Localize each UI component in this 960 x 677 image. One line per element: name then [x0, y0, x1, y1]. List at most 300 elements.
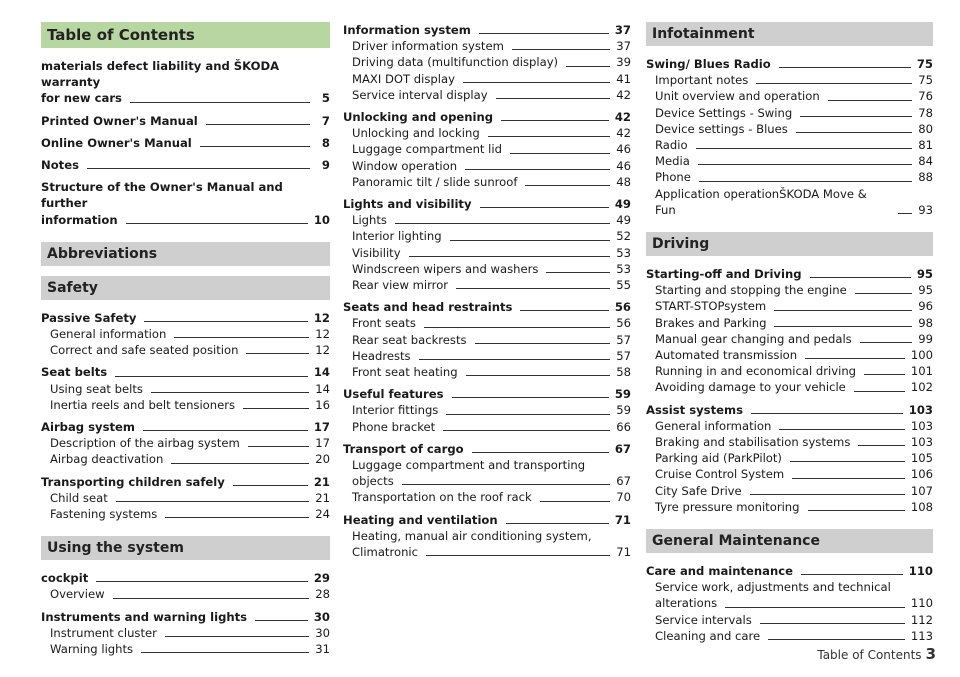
entry-title: Cruise Control System: [655, 467, 785, 482]
entry-title: Phone: [655, 170, 691, 185]
entry-title: Climatronic: [352, 545, 419, 560]
toc-subentry-line1[interactable]: Service work, adjustments and technical: [655, 580, 891, 595]
leader-line: [750, 494, 905, 495]
toc-subentry[interactable]: [343, 332, 631, 348]
page-number: 93: [918, 202, 934, 217]
toc-subentry[interactable]: [646, 137, 933, 153]
toc-subentry[interactable]: [343, 228, 631, 244]
toc-subentry[interactable]: [343, 212, 631, 228]
leader-line: [171, 463, 309, 464]
entry-title: Tyre pressure monitoring: [655, 499, 800, 514]
leader-line: [446, 414, 610, 415]
toc-entry-instruments[interactable]: [41, 609, 330, 625]
leader-line: [424, 327, 610, 328]
leader-line: [141, 652, 309, 653]
page-number: 88: [918, 170, 933, 185]
toc-subentry[interactable]: [646, 186, 933, 218]
entry-title: Overview: [50, 587, 105, 602]
page-number: 59: [614, 387, 631, 402]
toc-entry-warranty[interactable]: [41, 90, 330, 106]
page-number: 106: [910, 467, 933, 482]
leader-line: [246, 353, 309, 354]
leader-line: [855, 293, 913, 294]
toc-subentry[interactable]: [646, 121, 933, 137]
leader-line: [501, 120, 609, 121]
toc-subentry[interactable]: [343, 261, 631, 277]
toc-subentry[interactable]: [343, 141, 631, 157]
entry-title: Avoiding damage to your vehicle: [655, 380, 846, 395]
toc-subentry[interactable]: [646, 153, 933, 169]
page-number: 5: [321, 91, 330, 106]
page-number: 20: [315, 452, 330, 467]
entry-title: START-STOPsystem: [655, 299, 767, 314]
toc-subentry[interactable]: [646, 315, 933, 331]
toc-subentry[interactable]: [343, 245, 631, 261]
entry-title: Useful features: [343, 387, 444, 402]
entry-title: City Safe Drive: [655, 483, 742, 498]
page-number: 112: [910, 612, 933, 627]
page-number: 30: [315, 625, 330, 640]
page-number: 21: [313, 474, 330, 489]
leader-line: [512, 49, 610, 50]
entry-title: Interior lighting: [352, 229, 442, 244]
page-number: 49: [616, 213, 631, 228]
leader-line: [828, 100, 913, 101]
toc-entry-unlocking[interactable]: [343, 109, 631, 125]
toc-subentry[interactable]: [343, 54, 631, 70]
page-number: 105: [910, 451, 933, 466]
leader-line: [779, 67, 911, 68]
toc-entry-cockpit[interactable]: [41, 570, 330, 586]
entry-title: Manual gear changing and pedals: [655, 331, 852, 346]
entry-title: Rear seat backrests: [352, 332, 467, 347]
page-number: 14: [315, 381, 330, 396]
page-number: 108: [910, 499, 933, 514]
toc-subentry[interactable]: [41, 381, 330, 397]
page-number: 98: [918, 315, 933, 330]
toc-subentry[interactable]: [646, 434, 933, 450]
leader-line: [450, 240, 611, 241]
page-number: 53: [616, 261, 631, 276]
entry-title: Cleaning and care: [655, 628, 761, 643]
leader-line: [480, 207, 609, 208]
toc-subentry[interactable]: [343, 125, 631, 141]
entry-title: Heating and ventilation: [343, 512, 498, 527]
toc-subentry[interactable]: [646, 466, 933, 482]
leader-line: [506, 523, 609, 524]
section-header-abbreviations: Abbreviations: [41, 242, 330, 266]
leader-line: [860, 342, 913, 343]
leader-line: [768, 639, 905, 640]
entry-title: Unlocking and opening: [343, 110, 494, 125]
entry-title: Radio: [655, 138, 688, 153]
page-number: 71: [616, 545, 631, 560]
page-number: 17: [313, 420, 330, 435]
leader-line: [898, 213, 912, 214]
leader-line: [419, 359, 611, 360]
toc-subentry[interactable]: [343, 348, 631, 364]
toc-subentry[interactable]: [646, 595, 933, 611]
leader-line: [479, 33, 609, 34]
toc-entry-transport-of-cargo[interactable]: [343, 441, 631, 457]
leader-line: [496, 98, 611, 99]
toc-subentry[interactable]: [343, 87, 631, 103]
toc-entry-airbag-system[interactable]: [41, 419, 330, 435]
page-number: 41: [616, 71, 631, 86]
entry-title: Starting and stopping the engine: [655, 283, 847, 298]
leader-line: [233, 485, 308, 486]
leader-line: [472, 452, 609, 453]
toc-subentry[interactable]: [41, 506, 330, 522]
entry-title: Running in and economical driving: [655, 364, 857, 379]
toc-subentry[interactable]: [646, 499, 933, 515]
leader-line: [774, 310, 912, 311]
toc-entry-starting-off[interactable]: [646, 266, 933, 282]
page-number: 16: [315, 397, 330, 412]
toc-subentry-line1[interactable]: Luggage compartment and transporting: [352, 458, 586, 473]
page-number: 75: [918, 73, 933, 88]
page-number: 80: [918, 121, 933, 136]
entry-title: Braking and stabilisation systems: [655, 435, 851, 450]
entry-title: General information: [655, 418, 772, 433]
section-header-safety: Safety: [41, 276, 330, 300]
leader-line: [796, 132, 912, 133]
leader-line: [810, 277, 911, 278]
toc-subentry[interactable]: [646, 282, 933, 298]
page-number: 103: [910, 435, 933, 450]
entry-title: information: [41, 212, 118, 227]
entry-title: Fastening systems: [50, 507, 158, 522]
page-number: 66: [616, 419, 631, 434]
leader-line: [143, 430, 308, 431]
leader-line: [488, 136, 611, 137]
entry-title: Transportation on the roof rack: [352, 490, 532, 505]
toc-subentry[interactable]: [646, 347, 933, 363]
toc-entry-assist-systems[interactable]: [646, 402, 933, 418]
toc-entry-information-system[interactable]: [343, 22, 631, 38]
page-number: 102: [910, 380, 933, 395]
leader-line: [144, 321, 307, 322]
page-footer: [817, 645, 936, 663]
page-number: 95: [918, 283, 933, 298]
leader-line: [475, 343, 611, 344]
entry-title: Luggage compartment lid: [352, 142, 502, 157]
leader-line: [255, 620, 308, 621]
entry-title: Application operationŠKODA Move & Fun: [655, 186, 871, 217]
page-number: 28: [315, 587, 330, 602]
page-number: 100: [910, 348, 933, 363]
toc-subentry[interactable]: [41, 586, 330, 602]
page-number: 39: [616, 55, 631, 70]
leader-line: [858, 445, 905, 446]
leader-line: [466, 375, 611, 376]
entry-title: Instrument cluster: [50, 625, 157, 640]
leader-line: [696, 148, 913, 149]
page-number: 21: [315, 490, 330, 505]
leader-line: [854, 391, 905, 392]
entry-title: Device Settings - Swing: [655, 105, 793, 120]
leader-line: [546, 272, 610, 273]
toc-subentry[interactable]: [41, 490, 330, 506]
page-number: 12: [313, 310, 330, 325]
leader-line: [792, 478, 905, 479]
toc-entry-radio[interactable]: [646, 56, 933, 72]
entry-title: Window operation: [352, 158, 458, 173]
entry-title: Swing/ Blues Radio: [646, 57, 771, 71]
page-number: 76: [918, 89, 933, 104]
entry-title: Driver information system: [352, 39, 504, 54]
entry-title: Parking aid (ParkPilot): [655, 451, 782, 466]
spacer: [41, 522, 330, 536]
entry-title: Service interval display: [352, 87, 488, 102]
toc-subentry[interactable]: [343, 158, 631, 174]
page-number: 110: [910, 596, 933, 611]
page-number: 46: [616, 158, 631, 173]
leader-line: [443, 430, 610, 431]
leader-line: [206, 124, 310, 125]
page-number: 101: [910, 364, 933, 379]
page-number: 7: [321, 113, 330, 128]
toc-entry-seat-belts[interactable]: [41, 364, 330, 380]
entry-title: Interior fittings: [352, 403, 439, 418]
leader-line: [790, 461, 905, 462]
spacer: [646, 218, 933, 232]
page-number: 103: [908, 402, 933, 417]
leader-line: [96, 581, 308, 582]
toc-entry-warranty-line1[interactable]: materials defect liability and ŠKODA warranty: [41, 59, 280, 90]
toc-column-1: [41, 22, 330, 657]
page-number: 42: [616, 126, 631, 141]
entry-title: Unlocking and locking: [352, 126, 480, 141]
leader-line: [130, 102, 310, 103]
toc-subentry[interactable]: [343, 402, 631, 418]
entry-title: Brakes and Parking: [655, 315, 767, 330]
leader-line: [779, 429, 905, 430]
entry-title: Service intervals: [655, 612, 752, 627]
toc-subentry[interactable]: [343, 489, 631, 505]
leader-line: [456, 288, 610, 289]
entry-title: Notes: [41, 158, 79, 173]
toc-subentry[interactable]: [646, 88, 933, 104]
entry-title: Seats and head restraints: [343, 300, 513, 315]
page-number: 24: [315, 507, 330, 522]
toc-subentry[interactable]: [646, 105, 933, 121]
entry-title: Front seat heating: [352, 365, 458, 380]
leader-line: [115, 376, 308, 377]
leader-line: [801, 574, 903, 575]
toc-entry-notes[interactable]: [41, 157, 330, 173]
entry-title: MAXI DOT display: [352, 71, 455, 86]
leader-line: [774, 326, 912, 327]
entry-title: Driving data (multifunction display): [352, 55, 559, 70]
leader-line: [248, 446, 309, 447]
page-number: 84: [918, 154, 933, 169]
toc-subentry[interactable]: [646, 331, 933, 347]
entry-title: Media: [655, 154, 690, 169]
page-number: 17: [315, 436, 330, 451]
leader-line: [165, 636, 309, 637]
entry-title: Headrests: [352, 348, 411, 363]
entry-title: for new cars: [41, 91, 122, 106]
leader-line: [800, 116, 912, 117]
entry-title: Assist systems: [646, 402, 743, 417]
leader-line: [243, 408, 309, 409]
page-number: 42: [616, 87, 631, 102]
entry-title: Passive Safety: [41, 310, 137, 325]
toc-subentry[interactable]: [343, 544, 631, 560]
leader-line: [87, 168, 310, 169]
toc-subentry[interactable]: [41, 435, 330, 451]
page-number: 48: [616, 174, 631, 189]
toc-subentry[interactable]: [343, 315, 631, 331]
entry-title: Device settings - Blues: [655, 121, 788, 136]
page-number: 75: [916, 57, 933, 71]
entry-title: Automated transmission: [655, 348, 798, 363]
entry-title: Care and maintenance: [646, 564, 793, 579]
entry-title: Inertia reels and belt tensioners: [50, 397, 236, 412]
leader-line: [465, 169, 610, 170]
entry-title: Transport of cargo: [343, 441, 464, 456]
toc-entry-online-manual[interactable]: [41, 135, 330, 151]
page-number: 110: [908, 564, 933, 579]
section-header-using-the-system: Using the system: [41, 536, 330, 560]
page-number: 31: [315, 642, 330, 657]
page-number: 56: [614, 300, 631, 315]
leader-line: [174, 337, 309, 338]
toc-subentry[interactable]: [41, 451, 330, 467]
leader-line: [151, 392, 309, 393]
entry-title: Front seats: [352, 316, 416, 331]
page-number: 71: [614, 512, 631, 527]
leader-line: [426, 555, 610, 556]
spacer: [41, 228, 330, 242]
page-number: 46: [616, 142, 631, 157]
page-number: 30: [313, 609, 330, 624]
toc-subentry[interactable]: [41, 641, 330, 657]
toc-subentry[interactable]: [343, 38, 631, 54]
page-number: 14: [313, 365, 330, 380]
toc-subentry[interactable]: [646, 298, 933, 314]
leader-line: [200, 146, 310, 147]
section-header-driving: Driving: [646, 232, 933, 256]
toc-subentry[interactable]: [41, 397, 330, 413]
toc-subentry[interactable]: [646, 450, 933, 466]
toc-subentry[interactable]: [343, 71, 631, 87]
entry-title: Lights: [352, 213, 387, 228]
entry-title: General information: [50, 327, 167, 342]
leader-line: [699, 181, 912, 182]
section-header-infotainment: Infotainment: [646, 22, 933, 46]
entry-title: Online Owner's Manual: [41, 135, 192, 150]
page-number: 49: [614, 197, 631, 212]
entry-title: Phone bracket: [352, 419, 436, 434]
page-number: 113: [910, 628, 933, 643]
toc-subentry[interactable]: [343, 364, 631, 380]
toc-subentry[interactable]: [646, 379, 933, 395]
leader-line: [864, 374, 905, 375]
page-number: 57: [616, 332, 631, 347]
entry-title: objects: [352, 474, 394, 489]
entry-title: Seat belts: [41, 365, 108, 380]
toc-subentry[interactable]: [41, 326, 330, 342]
page-number: 96: [918, 299, 933, 314]
toc-entry-structure[interactable]: [41, 212, 330, 228]
toc-subentry[interactable]: [646, 72, 933, 88]
toc-subentry[interactable]: [646, 628, 933, 644]
toc-entry-passive-safety[interactable]: [41, 310, 330, 326]
footer-page-number: 3: [925, 645, 936, 663]
entry-title: Panoramic tilt / slide sunroof: [352, 174, 518, 189]
leader-line: [698, 164, 912, 165]
toc-subentry-line1[interactable]: Heating, manual air conditioning system,: [352, 528, 592, 543]
toc-subentry[interactable]: [343, 473, 631, 489]
toc-subentry[interactable]: [343, 174, 631, 190]
entry-title: cockpit: [41, 571, 89, 586]
toc-subentry[interactable]: [646, 363, 933, 379]
leader-line: [756, 83, 912, 84]
spacer: [646, 515, 933, 529]
toc-entry-lights[interactable]: [343, 196, 631, 212]
entry-title: Printed Owner's Manual: [41, 113, 198, 128]
toc-subentry[interactable]: [41, 342, 330, 358]
entry-title: Airbag system: [41, 420, 135, 435]
page-number: 37: [614, 23, 631, 37]
toc-entry-useful-features[interactable]: [343, 386, 631, 402]
toc-entry-care[interactable]: [646, 563, 933, 579]
toc-entry-seats[interactable]: [343, 299, 631, 315]
section-header-table-of-contents: Table of Contents: [41, 22, 330, 48]
toc-subentry[interactable]: [343, 277, 631, 293]
leader-line: [520, 310, 608, 311]
page-number: 81: [918, 138, 933, 153]
leader-line: [566, 66, 610, 67]
toc-entry-structure-line1[interactable]: Structure of the Owner's Manual and further: [41, 180, 283, 211]
page-number: 78: [918, 105, 933, 120]
page-number: 52: [616, 229, 631, 244]
leader-line: [751, 413, 903, 414]
toc-subentry[interactable]: [646, 483, 933, 499]
page-number: 12: [315, 327, 330, 342]
page-number: 57: [616, 348, 631, 363]
toc-subentry[interactable]: [646, 169, 933, 185]
entry-title: Using seat belts: [50, 381, 143, 396]
page-number: 67: [614, 441, 631, 456]
toc-entry-transporting-children[interactable]: [41, 474, 330, 490]
toc-subentry[interactable]: [646, 418, 933, 434]
toc-subentry[interactable]: [646, 612, 933, 628]
page-number: 10: [313, 212, 330, 227]
leader-line: [409, 256, 611, 257]
page-number: 42: [614, 110, 631, 125]
leader-line: [126, 223, 308, 224]
leader-line: [510, 153, 610, 154]
entry-title: Windscreen wipers and washers: [352, 261, 539, 276]
entry-title: Airbag deactivation: [50, 452, 164, 467]
page-number: 56: [616, 316, 631, 331]
page-number: 58: [616, 365, 631, 380]
leader-line: [402, 484, 610, 485]
toc-subentry[interactable]: [41, 625, 330, 641]
page-number: 29: [313, 571, 330, 586]
toc-entry-heating[interactable]: [343, 512, 631, 528]
entry-title: Starting-off and Driving: [646, 267, 802, 282]
page-number: 107: [910, 483, 933, 498]
toc-entry-printed-manual[interactable]: [41, 113, 330, 129]
entry-title: Warning lights: [50, 642, 134, 657]
toc-subentry[interactable]: [343, 419, 631, 435]
entry-title: Instruments and warning lights: [41, 609, 248, 624]
leader-line: [463, 82, 610, 83]
